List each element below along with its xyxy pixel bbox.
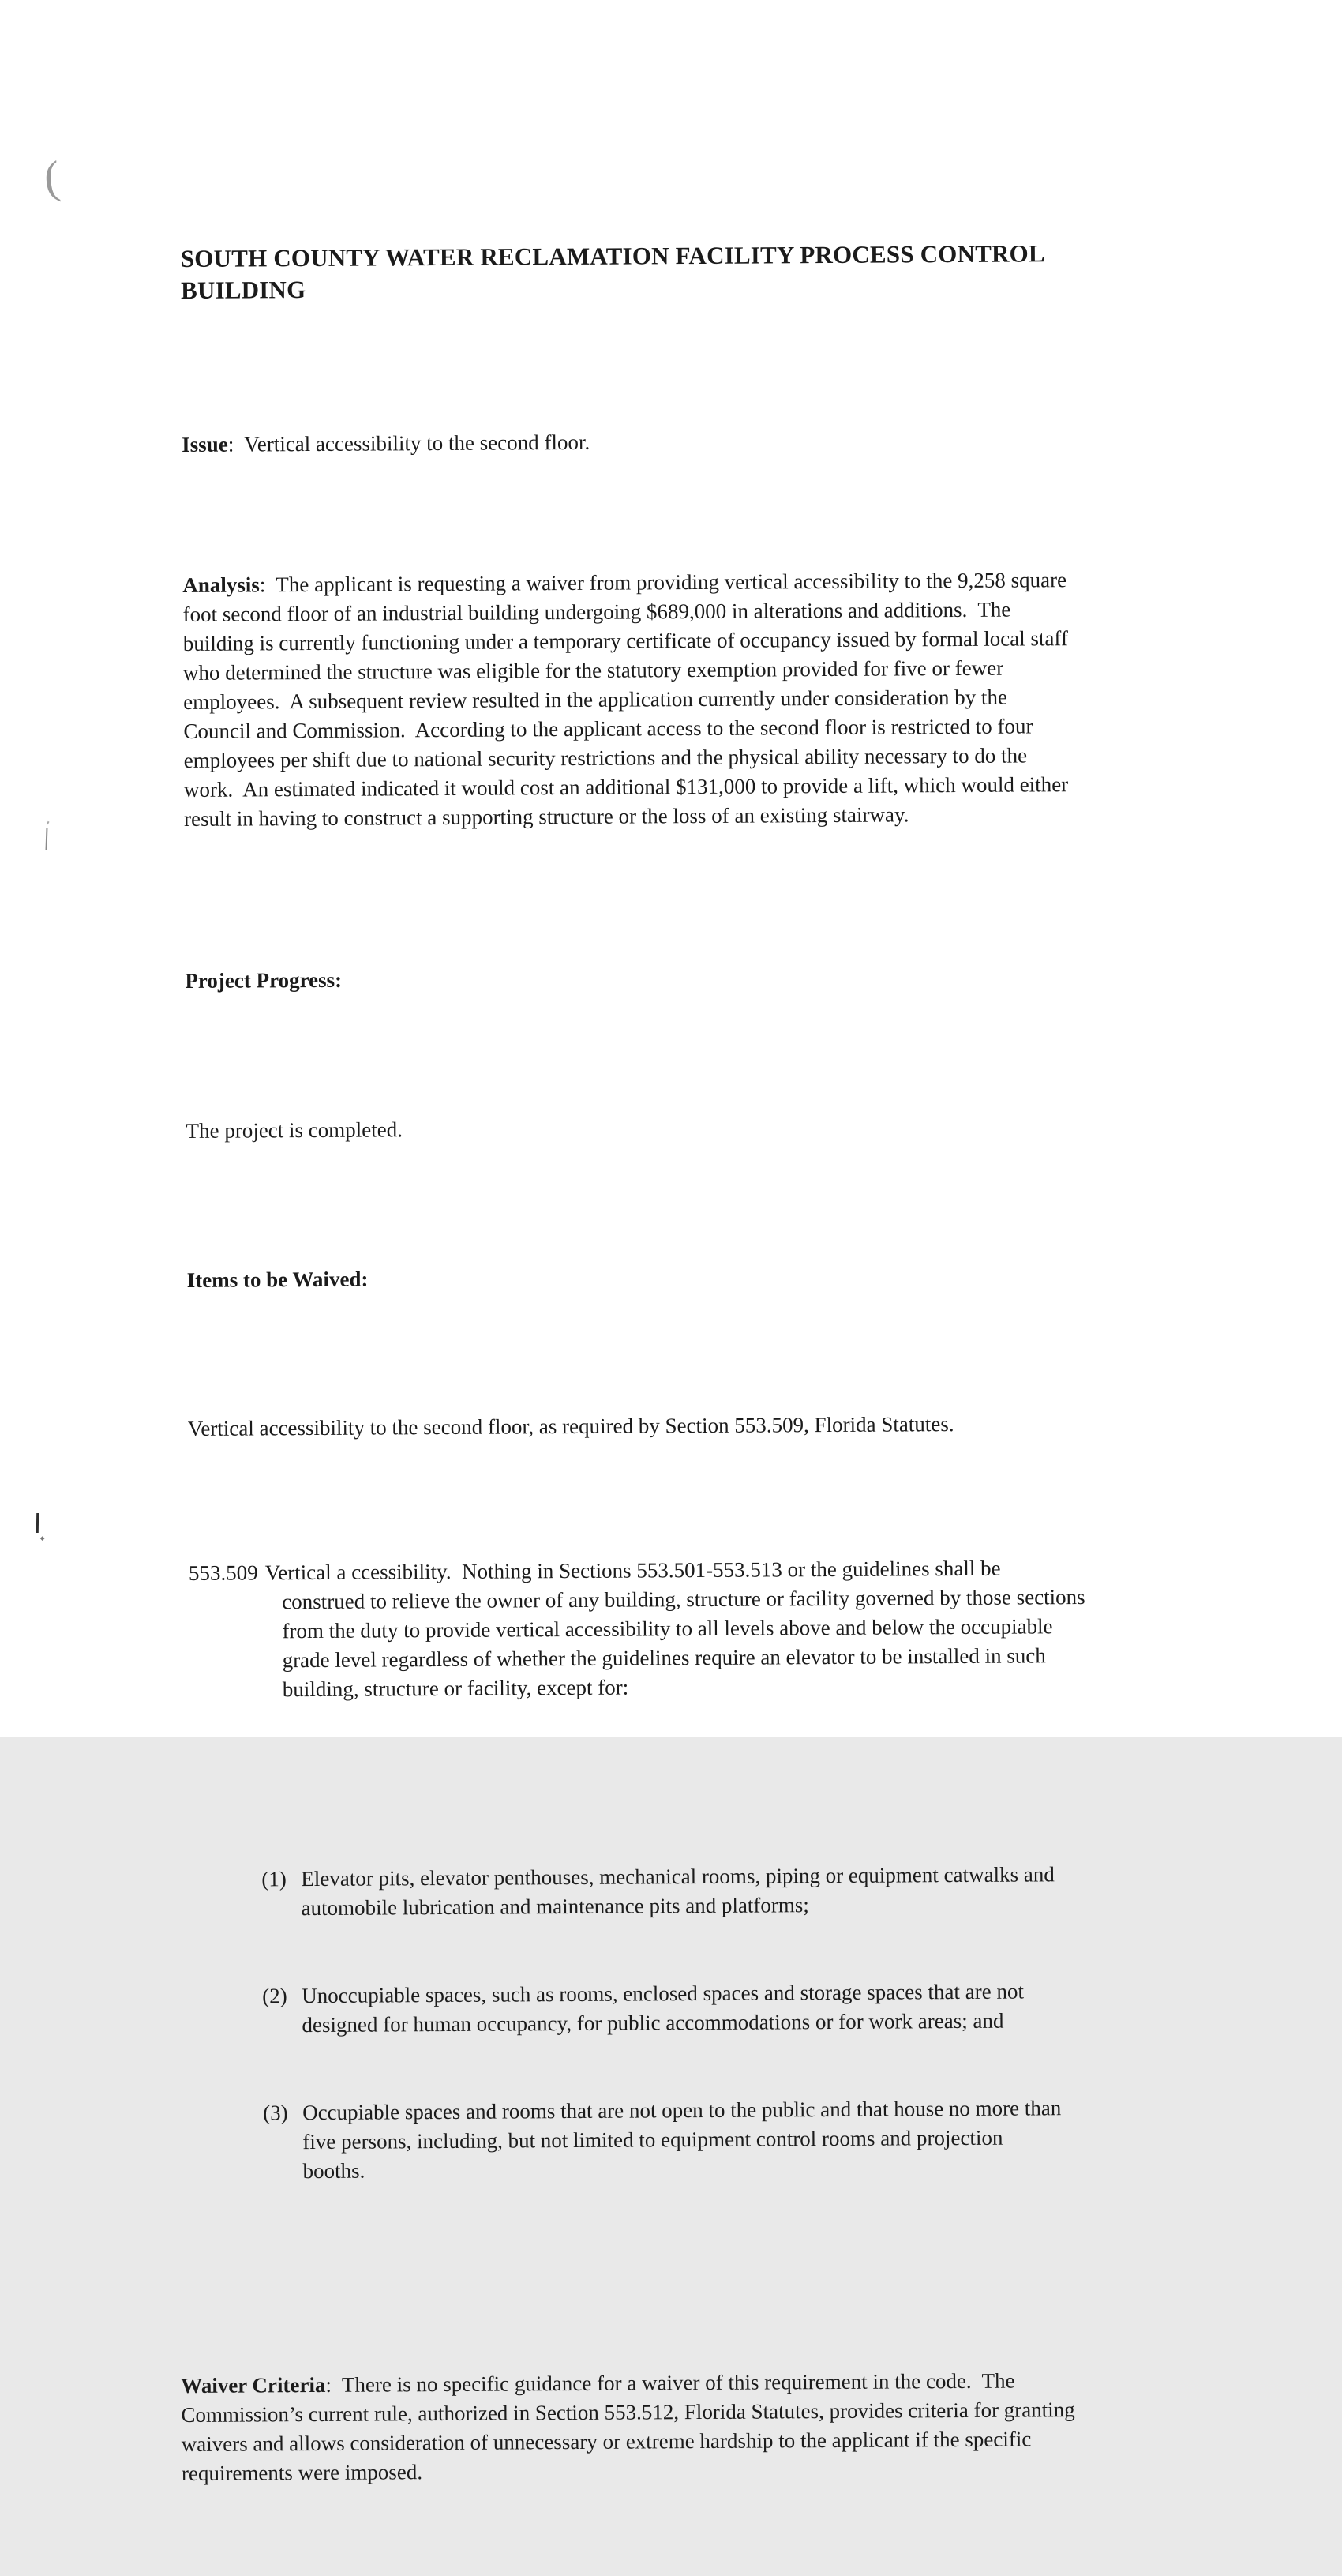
document-title: SOUTH COUNTY WATER RECLAMATION FACILITY PROCESS CONTROL BUILDING	[180, 239, 1051, 304]
waiver-criteria-label: Waiver Criteria	[181, 2372, 326, 2398]
exception-text: Occupiable spaces and rooms that are not open to the public and that house no more than five persons, including, but not limited to equipment control rooms and projection booths.	[302, 2096, 1067, 2184]
issue-label: Issue	[182, 432, 228, 456]
statute-exception-item	[263, 2093, 1149, 2187]
project-progress-heading: Project Progress:	[185, 967, 343, 993]
waiver-criteria-paragraph	[181, 2366, 1086, 2488]
exception-text: Elevator pits, elevator penthouses, mechanical rooms, piping or equipment catwalks and automobile lubrication and maintenance pits and platforms;	[301, 1862, 1060, 1921]
items-to-be-waived-intro: Vertical accessibility to the second floor, as required by Section 553.509, Florida Statutes.	[187, 1412, 954, 1440]
analysis-text: : The applicant is requesting a waiver from providing vertical accessibility to the 9,258 square foot second floor of an industrial building undergoing $689,000 in alterations and additions. The building is currently functioning under a temporary certificate of occupancy issued by formal local staff who determined the structure was eligible for the statutory exemption provided for five or fewer employees. A subsequent review resulted in the application currently under consideration by the Council and Commission. According to the applicant access to the second floor is restricted to four employees per shift due to national security restrictions and the physical ability necessary to do the work. An estimated indicated it would cost an additional $131,000 to provide a lift, which would either result in having to construct a supporting structure or the loss of an existing stairway.	[182, 568, 1074, 831]
statute-paragraph	[189, 1553, 1089, 1705]
statute-exception-item	[262, 1977, 1148, 2041]
statute-exceptions-list	[261, 1801, 1149, 2245]
waiver-criteria-text: : There is no specific guidance for a waiver of this requirement in the code. The Commission’s current rule, authorized in Section 553.512, Florida Statutes, provides criteria for granting waivers and allows consideration of unnecessary or extreme hardship to the applicant if the specific requirements were imposed.	[181, 2368, 1081, 2486]
statute-body: Vertical a ccessibility. Nothing in Sections 553.501-553.513 or the guidelines shall be construed to relieve the owner of any building, structure or facility governed by those sections from the duty to provide vertical accessibility to all levels above and below the occupiable grade level regardless of whether the guidelines require an elevator to be installed in such building, structure or facility, except for:	[264, 1556, 1091, 1702]
scan-artifact-paren-mark: (	[41, 151, 62, 204]
document-content	[180, 150, 1152, 2576]
exception-number: (2)	[262, 1984, 287, 2008]
scan-artifact-mid-tick	[46, 828, 48, 850]
statute-number: 553.509	[188, 1560, 258, 1585]
items-to-be-waived-heading: Items to be Waived:	[186, 1267, 369, 1292]
issue-paragraph	[182, 425, 1138, 460]
exception-number: (3)	[263, 2101, 288, 2125]
scan-artifact-bottom-tick	[36, 1513, 39, 1533]
exception-text: Unoccupiable spaces, such as rooms, enclosed spaces and storage spaces that are not designed for human occupancy, for public accommodations or for work areas; and	[302, 1979, 1029, 2037]
statute-exception-item	[261, 1860, 1147, 1924]
analysis-paragraph	[182, 565, 1076, 834]
analysis-label: Analysis	[182, 573, 260, 597]
project-progress-text: The project is completed.	[186, 1117, 403, 1143]
exception-number: (1)	[261, 1867, 287, 1891]
issue-text: : Vertical accessibility to the second floor.	[227, 430, 590, 456]
